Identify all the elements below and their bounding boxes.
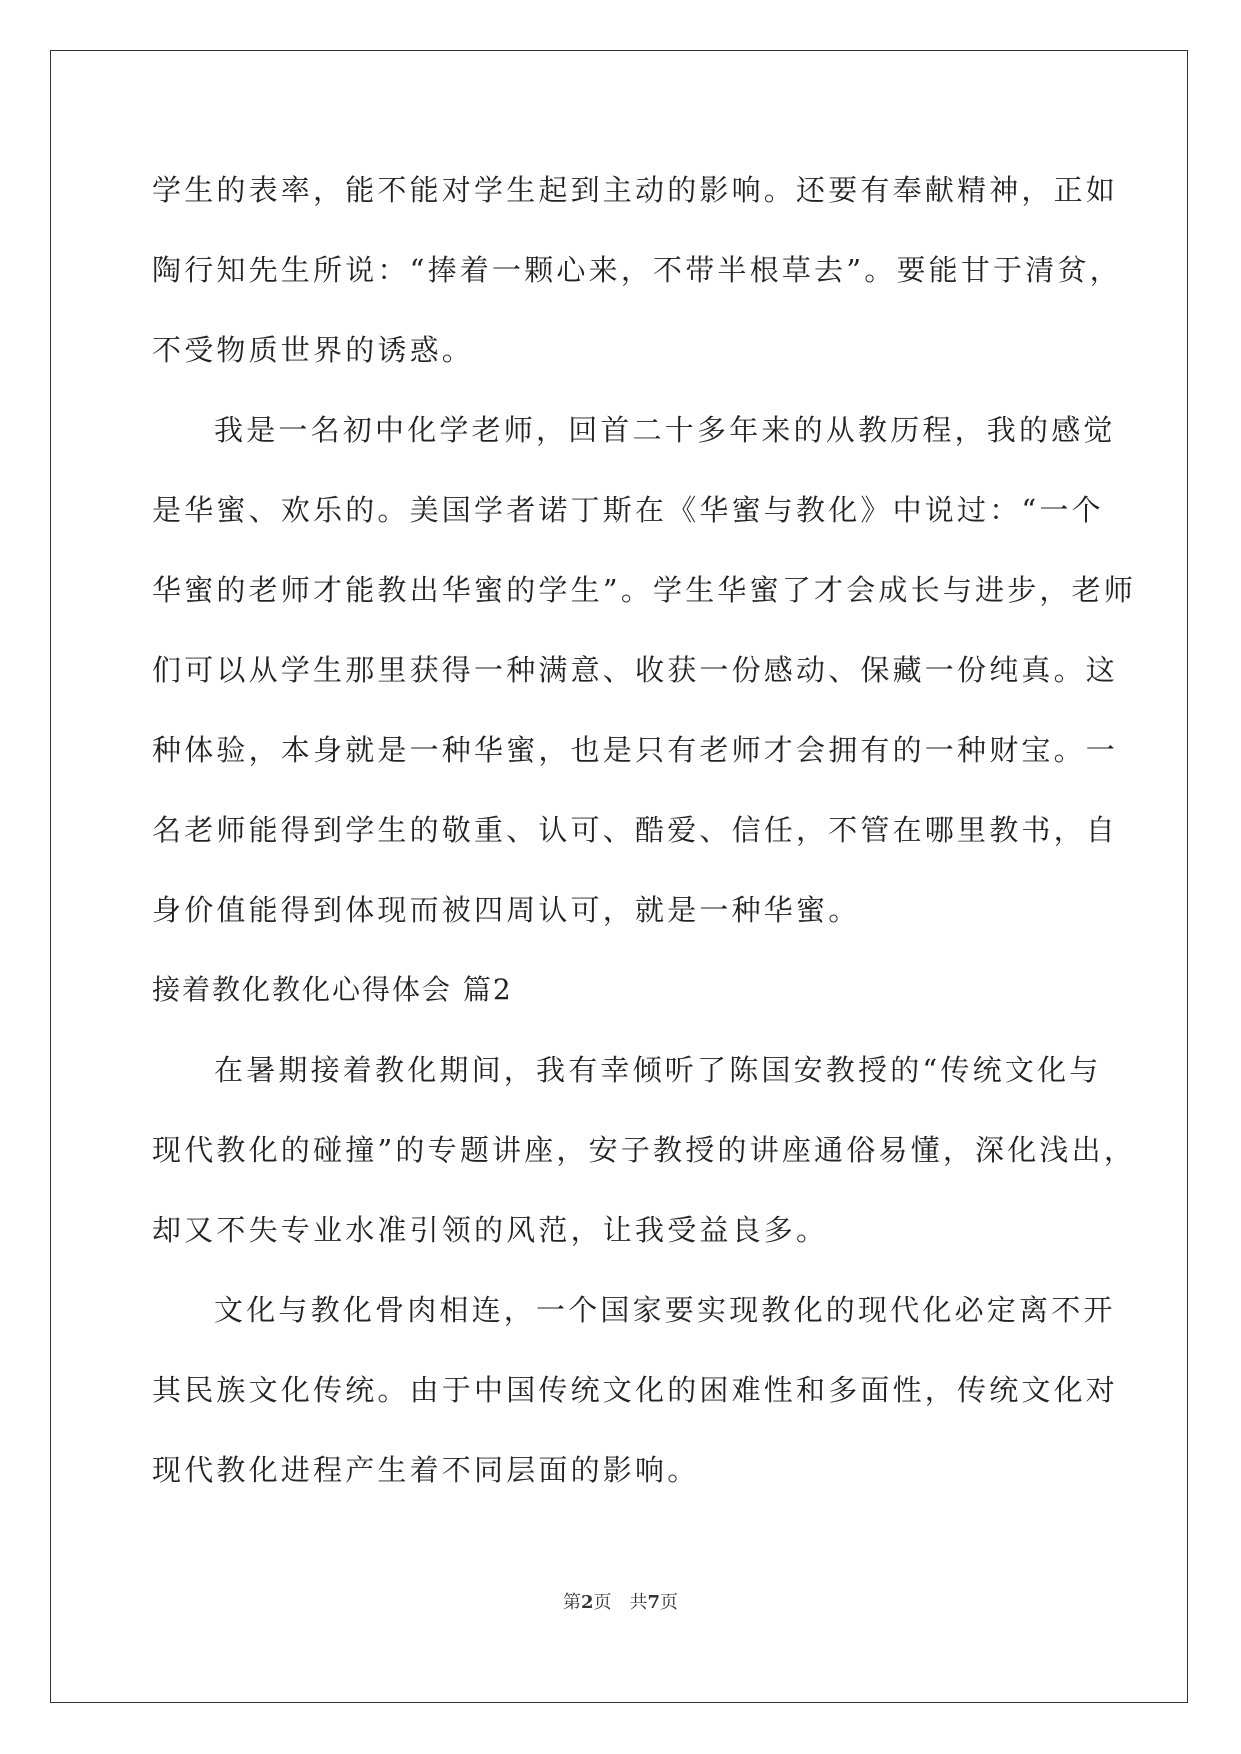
body-line: 现代教化的碰撞”的专题讲座，安子教授的讲座通俗易懂，深化浅出， <box>152 1133 1137 1167</box>
body-line: 陶行知先生所说：“捧着一颗心来，不带半根草去”。要能甘于清贫， <box>152 253 1122 287</box>
body-line: 却又不失专业水准引领的风范，让我受益良多。 <box>152 1213 829 1247</box>
total-suffix: 页 <box>660 1592 679 1613</box>
body-line: 学生的表率，能不能对学生起到主动的影响。还要有奉献精神，正如 <box>152 173 1119 207</box>
document-body <box>152 160 1137 1520</box>
total-pages: 7 <box>647 1592 661 1613</box>
body-line: 种体验，本身就是一种华蜜，也是只有老师才会拥有的一种财宝。一 <box>152 733 1119 767</box>
page-suffix: 页 <box>593 1592 612 1613</box>
body-line: 文化与教化骨肉相连，一个国家要实现教化的现代化必定离不开 <box>214 1293 1116 1327</box>
page-number: 2 <box>580 1592 594 1613</box>
body-line: 是华蜜、欢乐的。美国学者诺丁斯在《华蜜与教化》中说过：“一个 <box>152 493 1104 527</box>
body-line: 现代教化进程产生着不同层面的影响。 <box>152 1453 700 1487</box>
page-footer <box>0 1588 1241 1614</box>
body-line: 不受物质世界的诱惑。 <box>152 333 475 367</box>
body-line: 我是一名初中化学老师，回首二十多年来的从教历程，我的感觉 <box>214 413 1116 447</box>
page-prefix: 第 <box>562 1592 581 1613</box>
body-line: 其民族文化传统。由于中国传统文化的困难性和多面性，传统文化对 <box>152 1373 1119 1407</box>
section-heading: 接着教化教化心得体会 篇2 <box>152 973 513 1006</box>
body-line: 华蜜的老师才能教出华蜜的学生”。学生华蜜了才会成长与进步，老师 <box>152 573 1137 607</box>
total-prefix: 共 <box>629 1592 648 1613</box>
body-line: 们可以从学生那里获得一种满意、收获一份感动、保藏一份纯真。这 <box>152 653 1119 687</box>
body-line: 在暑期接着教化期间，我有幸倾听了陈国安教授的“传统文化与 <box>214 1053 1102 1087</box>
body-line: 名老师能得到学生的敬重、认可、酷爱、信任，不管在哪里教书，自 <box>152 813 1119 847</box>
body-line: 身价值能得到体现而被四周认可，就是一种华蜜。 <box>152 893 861 927</box>
